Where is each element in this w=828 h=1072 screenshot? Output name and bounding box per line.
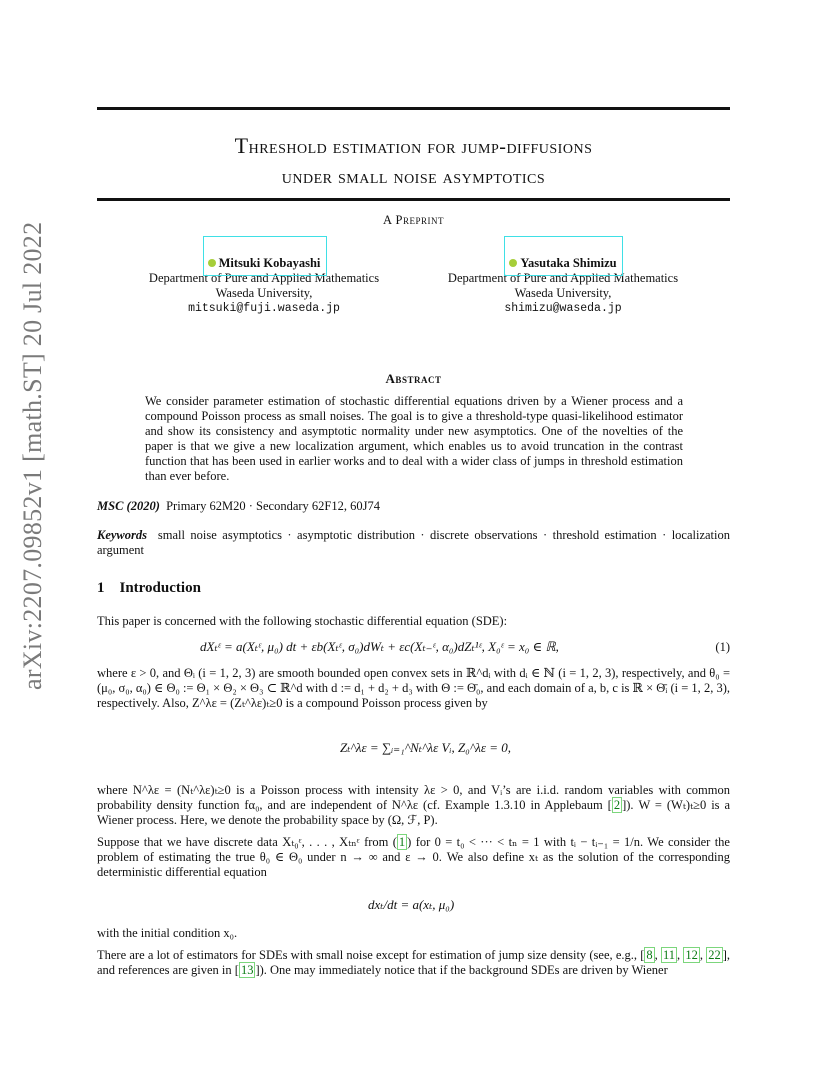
p3-text-b: ]). W = (Wₜ)ₜ≥0 is a Wiener process. Here, we denote the probability space by (Ω, ℱ, P). (97, 798, 731, 827)
intro-paragraph-5: with the initial condition x₀. (97, 926, 238, 940)
author-2-dept: Department of Pure and Applied Mathematics (447, 271, 679, 285)
section-heading (97, 580, 201, 597)
citation-link[interactable]: 13 (240, 963, 254, 977)
p4-text-b: ) for 0 = t₀ < ··· < tₙ = 1 with tᵢ − tᵢ₋₁ = 1/n. We consider the problem of estimating the true θ₀ ∈ Θ₀ under n → ∞ and ε → 0. We also define xₜ as the solution of the corresponding deterministic differential equation (97, 835, 730, 879)
equation-1: dXₜᵋ = a(Xₜᵋ, μ₀) dt + εb(Xₜᵋ, σ₀)dWₜ + εc(Xₜ₋ᵋ, α₀)dZₜ¹ᵋ, X₀ᵋ = x₀ ∈ ℝ, (200, 639, 559, 654)
author-1-univ: Waseda University, (215, 286, 313, 300)
citation-link[interactable]: 8 (646, 948, 653, 962)
section-number: 1 (97, 580, 105, 596)
intro-paragraph-3 (97, 783, 730, 828)
abstract-text: We consider parameter estimation of stochastic differential equations driven by a Wiener process and a compound Poisson process as small noises. The goal is to give a threshold-type quasi-likelihood estimator and show its consistency and asymptotic normality under new asymptotics. One of the novelties of the paper is that we give a new localization argument, which enables us to avoid truncation in the contrast function that has been used in earlier works and to deal with a wider class of jumps in threshold estimation than ever before. (145, 394, 683, 483)
keywords-line (97, 528, 730, 558)
author-1-name[interactable]: Mitsuki Kobayashi (218, 256, 321, 270)
msc-line (97, 499, 730, 514)
citation-link[interactable]: 12 (685, 948, 698, 962)
citation-link[interactable]: 11 (663, 948, 676, 962)
citation-link[interactable]: 22 (708, 948, 721, 962)
author-2-univ: Waseda University, (514, 286, 612, 300)
author-1-email[interactable]: mitsuki@fuji.waseda.jp (188, 302, 340, 315)
title-first-letter: T (234, 133, 249, 158)
author-1-link-box[interactable] (203, 236, 327, 276)
title-line-2: under small noise asymptotics (281, 166, 546, 188)
author-2-email[interactable]: shimizu@waseda.jp (504, 302, 622, 315)
author-2-link-box[interactable] (504, 236, 623, 276)
author-1 (133, 256, 395, 316)
author-2 (432, 256, 694, 316)
preprint-label: A Preprint (383, 213, 444, 227)
intro-paragraph-2: where ε > 0, and Θᵢ (i = 1, 2, 3) are smooth bounded open convex sets in ℝ^dᵢ with dᵢ ∈ ℕ (i = 1, 2, 3), respectively, and θ₀ = (μ₀, σ₀, α₀) ∈ Θ₀ := Θ₁ × Θ₂ × Θ₃ ⊂ ℝ^d with d := d₁ + d₂ + d₃ with Θ := Θ̄₀, and each domain of a, b, c is ℝ × Θ̄ᵢ (i = 1, 2, 3), respectively. Also, Z^λε = (Zₜ^λε)ₜ≥0 is a compound Poisson process given by (97, 666, 730, 710)
intro-paragraph-4 (97, 835, 730, 880)
top-rule (97, 107, 730, 110)
equation-3: dxₜ/dt = a(xₜ, μ₀) (368, 897, 455, 912)
p6-text-b: ], and references are given in [ (97, 948, 731, 977)
keywords-text: small noise asymptotics · asymptotic distribution · discrete observations · threshold estimation · localization argument (97, 528, 730, 557)
arxiv-identifier: arXiv:2207.09852v1 [math.ST] 20 Jul 2022 (18, 221, 47, 690)
author-1-dept: Department of Pure and Applied Mathematics (148, 271, 380, 285)
p4-text-a: Suppose that we have discrete data Xₜ₀ᵋ, . . . , Xₜₙᵋ from ( (97, 835, 397, 849)
bottom-title-rule (97, 198, 730, 201)
paper-title (97, 131, 730, 192)
equation-2: Zₜ^λε = ∑ᵢ₌₁^Nₜ^λε Vᵢ, Z₀^λε = 0, (340, 740, 512, 755)
author-2-name[interactable]: Yasutaka Shimizu (520, 256, 617, 270)
equation-1-number: (1) (715, 640, 730, 654)
title-line-1: hreshold estimation for jump-diffusions (248, 136, 593, 158)
section-title: Introduction (119, 580, 201, 596)
equation-ref-link[interactable]: 1 (398, 835, 406, 849)
intro-paragraph-6: There are a lot of estimators for SDEs with small noise except for estimation of jump size density (see, e.g., [ 8 , 11 , 12 , 22 ], and references are given in [ 13 ]). One may immediately notice that if the background SDEs are driven by Wiener (97, 948, 731, 977)
citation-link[interactable]: 2 (613, 798, 621, 812)
abstract-heading: Abstract (385, 371, 442, 386)
msc-label: MSC (2020) (97, 499, 160, 513)
intro-paragraph-1: This paper is concerned with the following stochastic differential equation (SDE): (97, 614, 508, 628)
p6-text-a: There are a lot of estimators for SDEs with small noise except for estimation of jump size density (see, e.g., [ (97, 948, 645, 962)
p6-text-c: ]). One may immediately notice that if the background SDEs are driven by Wiener (255, 963, 668, 977)
msc-text: Primary 62M20 · Secondary 62F12, 60J74 (166, 499, 380, 513)
p3-text-a: where N^λε = (Nₜ^λε)ₜ≥0 is a Poisson process with intensity λε > 0, and Vᵢ’s are i.i.d. random variables with common probability density function fα₀, and are independent of N^λε (cf. Example 1.3.10 in Applebaum [ (97, 783, 730, 812)
keywords-label: Keywords (97, 528, 147, 542)
